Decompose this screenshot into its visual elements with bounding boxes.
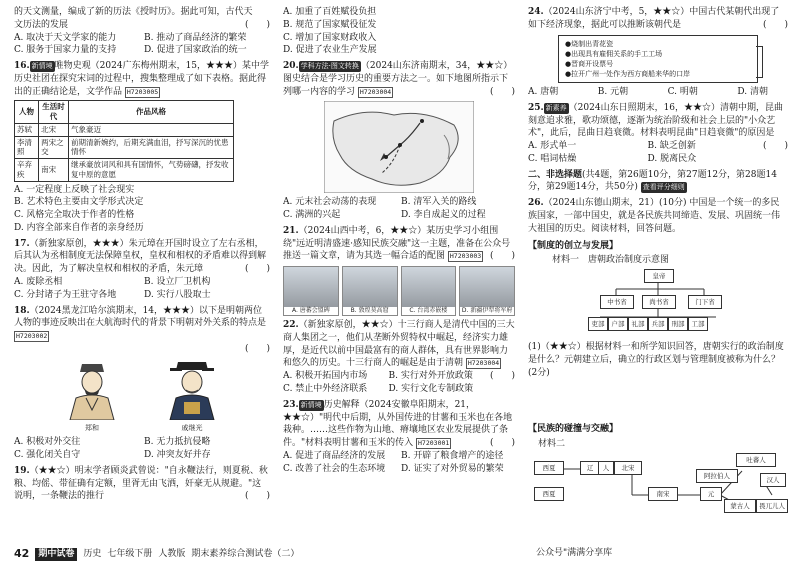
question-code: H7203002 bbox=[16, 332, 48, 341]
column-middle bbox=[283, 6, 515, 544]
question-code: H7203004 bbox=[359, 87, 392, 96]
question-number: 25. bbox=[528, 102, 544, 113]
option: A. 积极开拓国内市场 bbox=[283, 371, 368, 382]
option: B. 无力抵抗侵略 bbox=[144, 437, 211, 448]
answer-paren[interactable]: ( ) bbox=[762, 141, 788, 152]
option: B. 设立厂卫机构 bbox=[144, 276, 211, 287]
question-26 bbox=[528, 197, 788, 513]
intro-options bbox=[14, 32, 270, 58]
tag-badge: 新情境 bbox=[300, 400, 322, 409]
option: C. 唱词枯燥 bbox=[528, 153, 577, 164]
question-24 bbox=[528, 6, 788, 99]
option: D. 冲突友好并存 bbox=[144, 450, 211, 461]
question-text: （新独家原创，★★★）朱元璋在开国时设立了左右丞相，后其认为丞相制度无法保障皇权，皇权和相权的矛盾难以得到解决。因此，为了解决皇权和相权的矛盾，朱元璋 bbox=[14, 238, 267, 275]
list-item: ●出现具有雇佣关系的手工工场 bbox=[565, 49, 663, 58]
page-number: 42 bbox=[14, 547, 30, 561]
question-text: （2024黑龙江哈尔滨期末，14，★★★）以下是明朝两位人物的事迹反映出在大航海时代的背景下明朝对外关系的特点是 bbox=[14, 305, 267, 329]
table-row bbox=[15, 123, 234, 136]
option: B. 清军入关的路线 bbox=[401, 197, 477, 208]
org-node: 礼部 bbox=[628, 317, 648, 331]
org-node: 兵部 bbox=[648, 317, 668, 331]
answer-paren[interactable]: ( ) bbox=[244, 343, 270, 354]
test-title: 期末素养综合测试卷（二） bbox=[191, 548, 300, 559]
option: C. 增加了国家财政收入 bbox=[283, 32, 377, 43]
table-cell: 北宋 bbox=[39, 123, 69, 136]
question-16 bbox=[14, 60, 270, 235]
answer-paren[interactable]: ( ) bbox=[489, 438, 515, 449]
score-rules-button[interactable]: 查看评分细则 bbox=[642, 183, 685, 192]
zhenghe-portrait-icon bbox=[62, 358, 122, 420]
option: A. 积极对外交往 bbox=[14, 437, 81, 448]
grade-label: 七年级下册 bbox=[107, 548, 153, 559]
option: A. 废除丞相 bbox=[14, 276, 63, 287]
fusion-node: 北宋 bbox=[614, 461, 642, 475]
page-footer bbox=[14, 546, 299, 562]
option: A. 一定程度上反映了社会现实 bbox=[14, 184, 135, 195]
intro-line-2: 文历法的发展 bbox=[14, 19, 69, 30]
tag-badge: 学科方法·图文转换 bbox=[300, 62, 359, 71]
option: B. 元朝 bbox=[597, 87, 629, 98]
material-label: 材料一 唐朝政治制度示意图 bbox=[552, 255, 670, 266]
option: D. 脱离民众 bbox=[647, 153, 697, 164]
option: A. 加重了百姓赋役负担 bbox=[283, 7, 377, 17]
question-number: 22. bbox=[283, 320, 299, 331]
sub-question-1: (1)（★★☆）根据材料一和所学知识回答，唐朝实行的政治制度是什么？元朝建立后，确立的行政区划与管理制度被称为什么？(2分) bbox=[528, 342, 784, 378]
fusion-node: 南宋 bbox=[648, 487, 678, 501]
question-number: 18. bbox=[14, 305, 30, 316]
question-text: （2024山西中考，6，★★☆）某历史学习小组围绕"远近明清盛速·感知民族交融"这一主题，准备在公众号推送一篇文章，请为其选一幅合适的配图 bbox=[283, 225, 511, 262]
option: B. 艺术特色主要由文学形式决定 bbox=[14, 197, 144, 208]
option: D. 证实了对外贸易的繁荣 bbox=[401, 463, 504, 474]
economic-phenomena-box bbox=[558, 35, 758, 84]
table-header: 作品风格 bbox=[68, 101, 233, 124]
answer-space[interactable] bbox=[528, 379, 788, 419]
section-heading bbox=[528, 169, 788, 195]
question-number: 20. bbox=[283, 61, 299, 72]
option: D. 清朝 bbox=[737, 87, 768, 98]
question-number: 19. bbox=[14, 465, 30, 476]
fusion-node: 人 bbox=[598, 461, 614, 475]
list-item: ●烧制出青花瓷 bbox=[565, 39, 614, 48]
question-number: 26. bbox=[528, 198, 544, 209]
question-23 bbox=[283, 399, 515, 476]
answer-paren[interactable]: ( ) bbox=[489, 86, 515, 97]
list-item: ●拉开广州一处作为西方商船来华的口岸 bbox=[565, 69, 691, 78]
table-header: 生活时代 bbox=[39, 101, 69, 124]
org-node: 尚书省 bbox=[642, 295, 676, 309]
tang-org-chart bbox=[528, 267, 788, 341]
option: B. 缺乏创新 bbox=[647, 141, 696, 152]
table-cell: 南宋 bbox=[39, 159, 69, 182]
org-node: 中书省 bbox=[600, 295, 634, 309]
option: C. 禁止中外经济联系 bbox=[283, 384, 368, 395]
option: D. 实行八股取士 bbox=[144, 289, 211, 300]
question-25 bbox=[528, 102, 788, 166]
table-cell: 苏轼 bbox=[15, 123, 39, 136]
option: B. 开辟了粮食增产的途径 bbox=[401, 450, 504, 461]
question-17 bbox=[14, 238, 270, 302]
question-code: H7203005 bbox=[126, 87, 159, 96]
fusion-node: 吐蕃人 bbox=[736, 453, 776, 467]
fusion-node: 元 bbox=[700, 487, 722, 501]
org-node: 刑部 bbox=[668, 317, 688, 331]
portraits bbox=[14, 358, 270, 435]
edition-label: 人教版 bbox=[158, 548, 186, 559]
table-row bbox=[15, 136, 234, 159]
question-21 bbox=[283, 225, 515, 316]
answer-paren[interactable]: ( ) bbox=[762, 19, 788, 30]
answer-paren[interactable]: ( ) bbox=[244, 491, 270, 502]
question-text: （★★☆）明末学者顾炎武曾说："自永鞭法行，则夏税、秋粮、均傜、带征确有定额，里胥无由飞洒，奸豪无从规避。"这说明，一条鞭法的推行 bbox=[14, 465, 268, 502]
question-text: 唯物史观（2024广东梅州期末，15，★★★）某中学历史社团在探究宋词的过程中，搜集整理成了如下表格。据此得出的正确结论是，文学作品 bbox=[14, 61, 270, 97]
question-22 bbox=[283, 319, 515, 396]
question-code: H7203001 bbox=[418, 439, 450, 448]
fusion-node: 西夏 bbox=[534, 461, 564, 475]
list-item: ●晋商开设票号 bbox=[565, 59, 614, 68]
ethnic-fusion-diagram bbox=[528, 451, 788, 513]
org-node: 工部 bbox=[688, 317, 708, 331]
option: A. 唐朝 bbox=[528, 87, 559, 98]
option: D. 实行文化专制政策 bbox=[388, 384, 474, 395]
option: C. 风格完全取决于作者的性格 bbox=[14, 210, 135, 221]
question-text: （2024山东日照期末，16，★★☆）清朝中期，昆曲刻意追求雅，歌功颂德，逐渐为统治阶级和社会上层的"小众艺术"，此后，昆曲日趋衰微。材料表明昆曲"日趋衰微"的原因是 bbox=[528, 102, 784, 139]
option: C. 明朝 bbox=[667, 87, 698, 98]
route-map-icon bbox=[324, 101, 474, 193]
table-cell: 两宋之交 bbox=[39, 136, 69, 159]
question-text: （2024山东济宁中考，5，★★☆）中国古代某朝代出现了如下经济现象，据此可以推断该朝代是 bbox=[528, 7, 780, 30]
question-number: 21. bbox=[283, 225, 299, 236]
table-row bbox=[15, 159, 234, 182]
fusion-node: 辽 bbox=[580, 461, 600, 475]
option: C. 强化闭关自守 bbox=[14, 450, 81, 461]
table-cell: 李清照 bbox=[15, 136, 39, 159]
option: C. 满洲的兴起 bbox=[283, 210, 341, 221]
poet-table bbox=[14, 100, 234, 181]
org-node: 门下省 bbox=[688, 295, 722, 309]
question-text: （新独家原创，★★☆）十三行商人是清代中国的三大商人集团之一，他们从垄断外贸特权中崛起，经济实力雄厚，是近代以前中国最富有的商人群体，具有世界影响力和悠久的历史。十三行商人的崛起是由于清朝 bbox=[283, 320, 515, 369]
qijiguang-portrait-icon bbox=[162, 358, 222, 420]
table-cell: 前期清新婉约，后期充满血泪，抒写深沉的忧患情怀 bbox=[68, 136, 233, 159]
fusion-node: 畏兀儿人 bbox=[756, 499, 788, 513]
fusion-node: 蒙古人 bbox=[724, 499, 756, 513]
answer-paren[interactable]: ( ) bbox=[244, 264, 270, 275]
column-left bbox=[14, 6, 270, 544]
answer-paren[interactable]: ( ) bbox=[489, 251, 515, 262]
subheading: 【制度的创立与发展】 bbox=[528, 240, 619, 251]
watermark-text: 公众号"满满分享库 bbox=[536, 548, 613, 559]
photo-tower[interactable]: C. 台湾赤嵌楼 bbox=[401, 266, 457, 316]
material-label: 材料二 bbox=[538, 439, 566, 450]
subheading: 【民族的碰撞与交融】 bbox=[528, 424, 619, 435]
section-desc: (共4题，第26题10分，第27题12分，第28题14分，第29题14分，共50分) bbox=[528, 169, 777, 193]
option: C. 改善了社会的生态环境 bbox=[283, 463, 386, 474]
question-20 bbox=[283, 60, 515, 222]
option: D. 促进了国家政治的统一 bbox=[144, 45, 247, 56]
question-text: （2024山东济南期末，34，★★☆）图史结合是学习历史的重要方法之一。如下地图所指示下列哪一内容的学习 bbox=[283, 61, 513, 97]
question-text: 历史解释（2024安徽阜阳期末，21，★★☆）"明代中后期，从外国传进的甘薯和玉米也在各地栽种。……这些作物为山地、瘠壤地区农业发展提供了条件。"材料表明甘薯和玉米的传入 bbox=[283, 399, 513, 449]
option: A. 元末社会动荡的表现 bbox=[283, 197, 377, 208]
fusion-node: 汉人 bbox=[760, 473, 786, 487]
photo-grottoes[interactable]: B. 敦煌莫高窟 bbox=[342, 266, 398, 316]
question-18 bbox=[14, 305, 270, 462]
intro-line-1: 的天文测量，编成了新的历法《授时历》。据此可知，古代天 bbox=[14, 7, 253, 17]
option: A. 取决于天文学家的能力 bbox=[14, 32, 117, 43]
org-node: 吏部 bbox=[588, 317, 608, 331]
option: D. 李自成起义的过程 bbox=[401, 210, 486, 221]
tag-badge: 新素养 bbox=[545, 103, 567, 112]
q19-options bbox=[283, 6, 515, 57]
fusion-node: 阿拉伯人 bbox=[696, 469, 738, 483]
question-number: 23. bbox=[283, 399, 299, 410]
image-options bbox=[283, 266, 515, 316]
fusion-node: 西夏 bbox=[534, 487, 564, 501]
answer-paren[interactable]: ( ) bbox=[244, 19, 270, 30]
column-right bbox=[528, 6, 788, 544]
tag-badge: 新情境 bbox=[31, 62, 53, 71]
table-cell: 气象豪迈 bbox=[68, 123, 233, 136]
table-header: 人物 bbox=[15, 101, 39, 124]
subject-label: 历史 bbox=[83, 548, 102, 559]
option: A. 促进了商品经济的发展 bbox=[283, 450, 386, 461]
table-cell: 继承豪放词风和具有国情怀，气势磅礴，抒发收复中原的意愿 bbox=[68, 159, 233, 182]
portrait-caption: 郑和 bbox=[85, 424, 99, 433]
question-text: （2024山东德山期末，21）(10分) 中国是一个统一的多民族国家，一部中国史，就是各民族共同缔造、发展、巩固统一伟大祖国的历史。阅读材料，回答问题。 bbox=[528, 198, 781, 234]
option: C. 服务于国家力量的支持 bbox=[14, 45, 117, 56]
photo-monument[interactable]: A. 唐蕃会盟碑 bbox=[283, 266, 339, 316]
option: A. 形式单一 bbox=[528, 141, 577, 152]
question-code: H7203004 bbox=[467, 359, 500, 368]
option: B. 推动了商品经济的繁荣 bbox=[144, 32, 247, 43]
org-node: 皇帝 bbox=[644, 269, 674, 283]
question-code: H7203003 bbox=[449, 252, 482, 261]
option: D. 促进了农业生产发展 bbox=[283, 45, 377, 56]
answer-paren[interactable]: ( ) bbox=[489, 371, 515, 382]
question-number: 17. bbox=[14, 238, 30, 249]
option: B. 规范了国家赋役征发 bbox=[283, 19, 377, 30]
photo-mansion[interactable]: D. 新疆伊犁将军府 bbox=[459, 266, 515, 316]
option: C. 分封诸子为王驻守各地 bbox=[14, 289, 117, 300]
option: B. 实行对外开放政策 bbox=[388, 371, 473, 382]
exam-badge: 期中试卷 bbox=[35, 548, 77, 561]
table-cell: 辛弃疾 bbox=[15, 159, 39, 182]
question-number: 16. bbox=[14, 61, 30, 72]
option: D. 内容全部来自作者的亲身经历 bbox=[14, 222, 144, 233]
question-number: 24. bbox=[528, 7, 544, 17]
section-title: 二、非选择题 bbox=[528, 169, 583, 180]
portrait-caption: 戚继光 bbox=[181, 424, 203, 433]
org-node: 户部 bbox=[608, 317, 628, 331]
question-19 bbox=[14, 465, 270, 503]
